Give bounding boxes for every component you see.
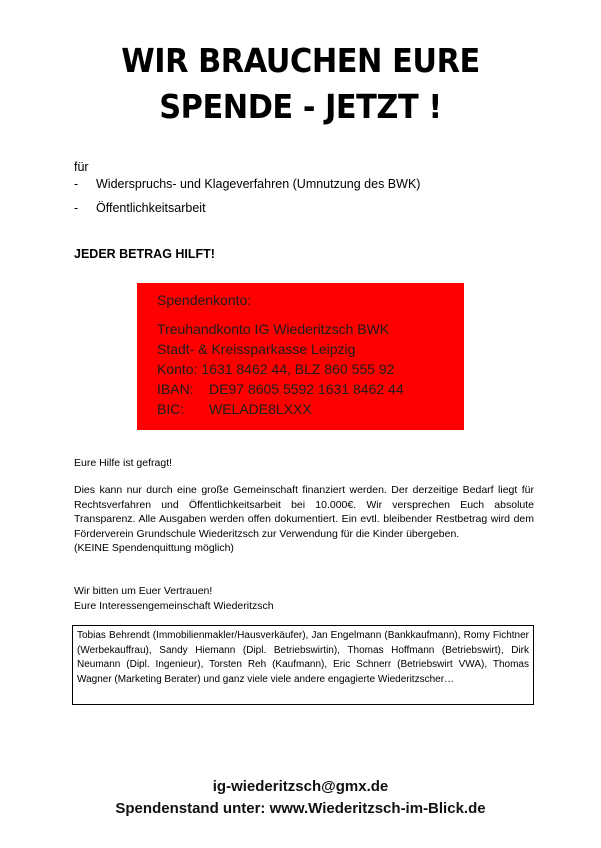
every-amount-helps: JEDER BETRAG HILFT! [74, 247, 215, 261]
bank-name: Stadt- & Kreissparkasse Leipzig [157, 341, 356, 357]
closing-line-2: Eure Interessengemeinschaft Wiederitzsch [74, 599, 274, 612]
closing-line-1: Wir bitten um Euer Vertrauen! [74, 585, 213, 597]
title-line-2: SPENDE - JETZT ! [159, 87, 442, 126]
donation-status-link: Spendenstand unter: www.Wiederitzsch-im-Blick.de [115, 800, 486, 817]
receipt-note: (KEINE Spendenquittung möglich) [74, 542, 234, 554]
account-holder: Treuhandkonto IG Wiederitzsch BWK [157, 321, 390, 337]
iban-line [157, 379, 464, 399]
purpose-item-label: Widerspruchs- und Klageverfahren (Umnutzung des BWK) [96, 177, 421, 191]
page-title [24, 38, 577, 130]
bic-value: WELADE8LXXX [209, 401, 312, 417]
donation-account-box [137, 283, 464, 430]
purpose-item-label: Öffentlichkeitsarbeit [96, 201, 206, 215]
bullet-dash: - [74, 177, 79, 191]
members-box: Tobias Behrendt (Immobilienmakler/Hausverkäufer), Jan Engelmann (Bankkaufmann), Romy Fichtner (Werbekauffrau), Sandy Hiemann (Dipl. Betriebswirtin), Thomas Hoffmann (Betriebswirt), Dirk Neumann (Dipl. Ingenieur), Torsten Reh (Kaufmann), Eric Schnerr (Betriebswirt VWA), Thomas Wagner (Marketing Berater) und ganz viele viele andere engagierte Wiederitzscher… [72, 625, 534, 705]
purpose-item [74, 201, 420, 225]
footer [0, 776, 601, 820]
bic-line [157, 399, 464, 419]
for-label: für [74, 160, 89, 174]
body-text [74, 483, 534, 556]
help-wanted: Eure Hilfe ist gefragt! [74, 457, 173, 469]
body-paragraph: Dies kann nur durch eine große Gemeinschaft finanziert werden. Der derzeitige Bedarf liegt für Rechtsverfahren und Öffentlichkeitsarbeit bei 10.000€. Wir versprechen Euch absolute Transparenz. Alle Ausgaben werden offen dokumentiert. Ein evtl. bleibender Restbetrag wird dem Förderverein Grundschule Wiederitzsch zur Verwendung für die Kinder übergeben. [74, 484, 534, 540]
account-number: Konto: 1631 8462 44, BLZ 860 555 92 [157, 361, 395, 377]
donation-heading: Spendenkonto: [157, 292, 252, 308]
contact-email: ig-wiederitzsch@gmx.de [212, 778, 389, 795]
title-line-1: WIR BRAUCHEN EURE [121, 41, 480, 80]
iban-value: DE97 8605 5592 1631 8462 44 [209, 381, 404, 397]
bullet-dash: - [74, 201, 79, 215]
purpose-section [74, 160, 420, 225]
purpose-item [74, 177, 420, 201]
closing-text [74, 584, 274, 613]
bic-label: BIC: [157, 401, 185, 417]
iban-label: IBAN: [157, 381, 194, 397]
